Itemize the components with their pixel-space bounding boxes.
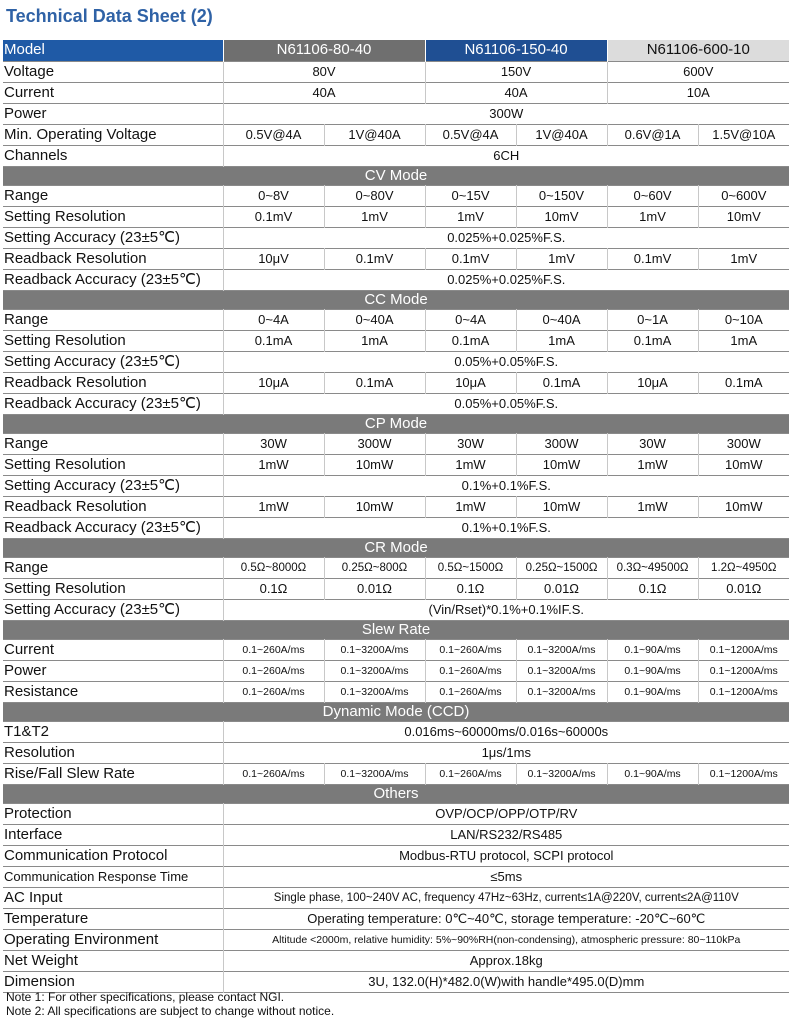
cv-setting-resolution-row [3,206,789,227]
section-title: CR Mode [3,538,789,557]
row-label: Resistance [4,682,79,700]
section-header-dynamic-mode [3,702,789,721]
cell: 0~1A [607,309,698,330]
cell: (Vin/Rset)*0.1%+0.1%IF.S. [223,599,789,620]
cell: 0.5V@4A [425,124,516,145]
cc-readback-resolution-row [3,372,789,393]
cell: 0.01Ω [698,578,789,599]
row-label: Temperature [4,909,89,927]
row-label: Setting Accuracy (23±5℃) [4,600,180,618]
cell: 1mW [425,454,516,475]
cell: ≤5ms [223,866,789,887]
row-label: Setting Resolution [4,207,126,225]
section-title: Others [3,784,789,803]
cell: Single phase, 100~240V AC, frequency 47Hz~63Hz, current≤1A@220V, current≤2A@110V [223,887,789,908]
cell: 150V [425,61,607,82]
cell: 1mW [607,496,698,517]
cell: 6CH [223,145,789,166]
cell: 600V [607,61,789,82]
cell: 1V@40A [516,124,607,145]
cell: 0.016ms~60000ms/0.016s~60000s [223,721,789,742]
row-label: T1&T2 [4,722,50,740]
dimension-row [3,971,789,992]
cell: 1mV [516,248,607,269]
cell: 0.1mA [698,372,789,393]
cell: 0.5Ω~8000Ω [223,557,324,578]
cell: 0.1mA [607,330,698,351]
row-label: Dimension [4,972,75,990]
cell: 1mV [698,248,789,269]
temperature-row [3,908,789,929]
cell: 10μA [425,372,516,393]
cp-readback-accuracy-row [3,517,789,538]
cell: 0~4A [223,309,324,330]
note-2: Note 2: All specifications are subject to change without notice. [6,1004,335,1018]
cell: 0.1~3200A/ms [516,763,607,784]
cell: LAN/RS232/RS485 [223,824,789,845]
cell: 0.01Ω [324,578,425,599]
cp-readback-resolution-row [3,496,789,517]
model-header-row [3,40,789,61]
cell: 0.025%+0.025%F.S. [223,269,789,290]
section-title: CV Mode [3,166,789,185]
cell: Operating temperature: 0℃~40℃, storage temperature: -20℃~60℃ [223,908,789,929]
row-label: Readback Resolution [4,497,147,515]
row-label: Rise/Fall Slew Rate [4,764,135,782]
cell: 1mV [607,206,698,227]
cell: 300W [324,433,425,454]
model-label: Model [3,40,223,61]
cell: 0.01Ω [516,578,607,599]
current-row [3,82,789,103]
cell: Approx.18kg [223,950,789,971]
cell: 0.1mV [324,248,425,269]
slew-resistance-row [3,681,789,702]
row-label: Communication Response Time [4,868,189,884]
cell: 40A [223,82,425,103]
cv-readback-accuracy-row [3,269,789,290]
row-label: Readback Resolution [4,249,147,267]
cell: 1μs/1ms [223,742,789,763]
cell: 0.1mV [607,248,698,269]
cell: 30W [223,433,324,454]
dynamic-t1t2-row [3,721,789,742]
cell: 3U, 132.0(H)*482.0(W)with handle*495.0(D)mm [223,971,789,992]
cv-setting-accuracy-row [3,227,789,248]
cell: 1mV [324,206,425,227]
cell: 1.2Ω~4950Ω [698,557,789,578]
row-label: Range [4,310,49,328]
min-voltage-row [3,124,789,145]
row-label: Readback Resolution [4,373,147,391]
page-title: Technical Data Sheet (2) [6,6,213,26]
section-title: CP Mode [3,414,789,433]
cell: 0.05%+0.05%F.S. [223,393,789,414]
interface-row [3,824,789,845]
cell: 0~60V [607,185,698,206]
cc-range-row [3,309,789,330]
row-label: Power [4,104,47,122]
cell: 0.1~260A/ms [425,763,516,784]
cell: 1mW [223,496,324,517]
row-label: Readback Accuracy (23±5℃) [4,270,201,288]
cell: 0~15V [425,185,516,206]
cell: 1V@40A [324,124,425,145]
section-header-others [3,784,789,803]
cell: 0.25Ω~1500Ω [516,557,607,578]
cell: 0.6V@1A [607,124,698,145]
cell: 10mW [324,454,425,475]
cell: 0.1Ω [223,578,324,599]
model-name: N61106-600-10 [607,40,789,61]
cell: 0~40A [324,309,425,330]
cell: 30W [607,433,698,454]
section-title: Slew Rate [3,620,789,639]
notes [6,990,334,1018]
row-label: Setting Resolution [4,331,126,349]
cell: 0.1~3200A/ms [516,681,607,702]
cell: 10mV [516,206,607,227]
cell: 1mW [607,454,698,475]
cell: 300W [223,103,789,124]
row-label: Setting Resolution [4,579,126,597]
section-title: Dynamic Mode (CCD) [3,702,789,721]
cell: 300W [698,433,789,454]
cell: 0.1~1200A/ms [698,660,789,681]
cell: 0.5Ω~1500Ω [425,557,516,578]
section-title: CC Mode [3,290,789,309]
cell: 0.05%+0.05%F.S. [223,351,789,372]
cell: 0.1~3200A/ms [324,763,425,784]
cell: 0.1~1200A/ms [698,681,789,702]
cell: 0~10A [698,309,789,330]
cell: 10mW [698,454,789,475]
cc-readback-accuracy-row [3,393,789,414]
cv-range-row [3,185,789,206]
protection-row [3,803,789,824]
cell: 0.1~260A/ms [223,639,324,660]
cell: Altitude <2000m, relative humidity: 5%~90%RH(non-condensing), atmospheric pressure: 80~110kPa [223,929,789,950]
cell: 80V [223,61,425,82]
row-label: Setting Accuracy (23±5℃) [4,228,180,246]
row-label: Net Weight [4,951,78,969]
cell: 0~600V [698,185,789,206]
section-header-cc [3,290,789,309]
row-label: Range [4,558,49,576]
cp-setting-accuracy-row [3,475,789,496]
cell: 0.1~3200A/ms [324,639,425,660]
cell: 10mV [698,206,789,227]
cell: 10mW [698,496,789,517]
row-label: Protection [4,804,72,822]
row-label: Operating Environment [4,930,159,948]
cell: 0.1~3200A/ms [324,660,425,681]
cr-range-row [3,557,789,578]
cv-readback-resolution-row [3,248,789,269]
cell: 0.1~260A/ms [425,660,516,681]
ac-input-row [3,887,789,908]
cr-setting-resolution-row [3,578,789,599]
cell: 0.1~260A/ms [425,681,516,702]
row-label: Voltage [4,62,55,80]
row-label: Resolution [4,743,75,761]
row-label: Interface [4,825,63,843]
cp-setting-resolution-row [3,454,789,475]
row-label: Current [4,83,55,101]
row-label: Setting Accuracy (23±5℃) [4,352,180,370]
spec-table [3,40,789,993]
slew-power-row [3,660,789,681]
cell: 0.1Ω [425,578,516,599]
model-name: N61106-150-40 [425,40,607,61]
cell: 0.1mA [425,330,516,351]
cc-setting-resolution-row [3,330,789,351]
voltage-row [3,61,789,82]
cell: 10μV [223,248,324,269]
cell: 10mW [516,454,607,475]
cc-setting-accuracy-row [3,351,789,372]
cell: 1mV [425,206,516,227]
cell: 0.1mV [425,248,516,269]
power-row [3,103,789,124]
cell: 1mW [223,454,324,475]
cell: 1mA [516,330,607,351]
cell: 0.1mA [324,372,425,393]
cell: 0.5V@4A [223,124,324,145]
cell: 0.1~1200A/ms [698,639,789,660]
dynamic-rise-fall-row [3,763,789,784]
cell: 0.1~260A/ms [223,660,324,681]
cell: 0~80V [324,185,425,206]
row-label: Power [4,661,47,679]
row-label: Current [4,640,55,658]
cell: 0.1mV [223,206,324,227]
cell: 10A [607,82,789,103]
cell: 0.1~90A/ms [607,763,698,784]
cell: 0.1~260A/ms [223,681,324,702]
cell: 0.1~260A/ms [425,639,516,660]
row-label: Readback Accuracy (23±5℃) [4,518,201,536]
cell: 0~150V [516,185,607,206]
note-1: Note 1: For other specifications, please contact NGI. [6,990,285,1004]
section-header-cr [3,538,789,557]
cell: 0~40A [516,309,607,330]
cell: 0.25Ω~800Ω [324,557,425,578]
section-header-cp [3,414,789,433]
cell: 0.025%+0.025%F.S. [223,227,789,248]
row-label: Setting Resolution [4,455,126,473]
section-header-slew-rate [3,620,789,639]
row-label: Readback Accuracy (23±5℃) [4,394,201,412]
cell: 30W [425,433,516,454]
operating-environment-row [3,929,789,950]
cell: 0.1mA [516,372,607,393]
cell: 0.1~3200A/ms [324,681,425,702]
cell: 10mW [324,496,425,517]
channels-row [3,145,789,166]
cell: 0.1~3200A/ms [516,639,607,660]
model-name: N61106-80-40 [223,40,425,61]
row-label: AC Input [4,888,63,906]
communication-protocol-row [3,845,789,866]
cell: 0.1~90A/ms [607,660,698,681]
row-label: Range [4,434,49,452]
cell: 10μA [607,372,698,393]
net-weight-row [3,950,789,971]
cell: 1mA [698,330,789,351]
cell: 0.1~90A/ms [607,681,698,702]
cell: OVP/OCP/OPP/OTP/RV [223,803,789,824]
row-label: Min. Operating Voltage [4,125,157,143]
communication-response-row [3,866,789,887]
cell: 0.1Ω [607,578,698,599]
cell: 0.1~90A/ms [607,639,698,660]
cell: 40A [425,82,607,103]
row-label: Range [4,186,49,204]
cell: 0.3Ω~49500Ω [607,557,698,578]
dynamic-resolution-row [3,742,789,763]
cell: Modbus-RTU protocol, SCPI protocol [223,845,789,866]
cell: 1mA [324,330,425,351]
cell: 1.5V@10A [698,124,789,145]
cell: 0.1mA [223,330,324,351]
cell: 10μA [223,372,324,393]
cr-setting-accuracy-row [3,599,789,620]
cell: 1mW [425,496,516,517]
cell: 0.1~260A/ms [223,763,324,784]
row-label: Communication Protocol [4,846,168,864]
cell: 0.1%+0.1%F.S. [223,517,789,538]
cell: 0.1%+0.1%F.S. [223,475,789,496]
cell: 0~4A [425,309,516,330]
cell: 0.1~3200A/ms [516,660,607,681]
row-label: Setting Accuracy (23±5℃) [4,476,180,494]
slew-current-row [3,639,789,660]
cell: 0~8V [223,185,324,206]
row-label: Channels [4,146,68,164]
cell: 300W [516,433,607,454]
section-header-cv [3,166,789,185]
cp-range-row [3,433,789,454]
cell: 10mW [516,496,607,517]
cell: 0.1~1200A/ms [698,763,789,784]
